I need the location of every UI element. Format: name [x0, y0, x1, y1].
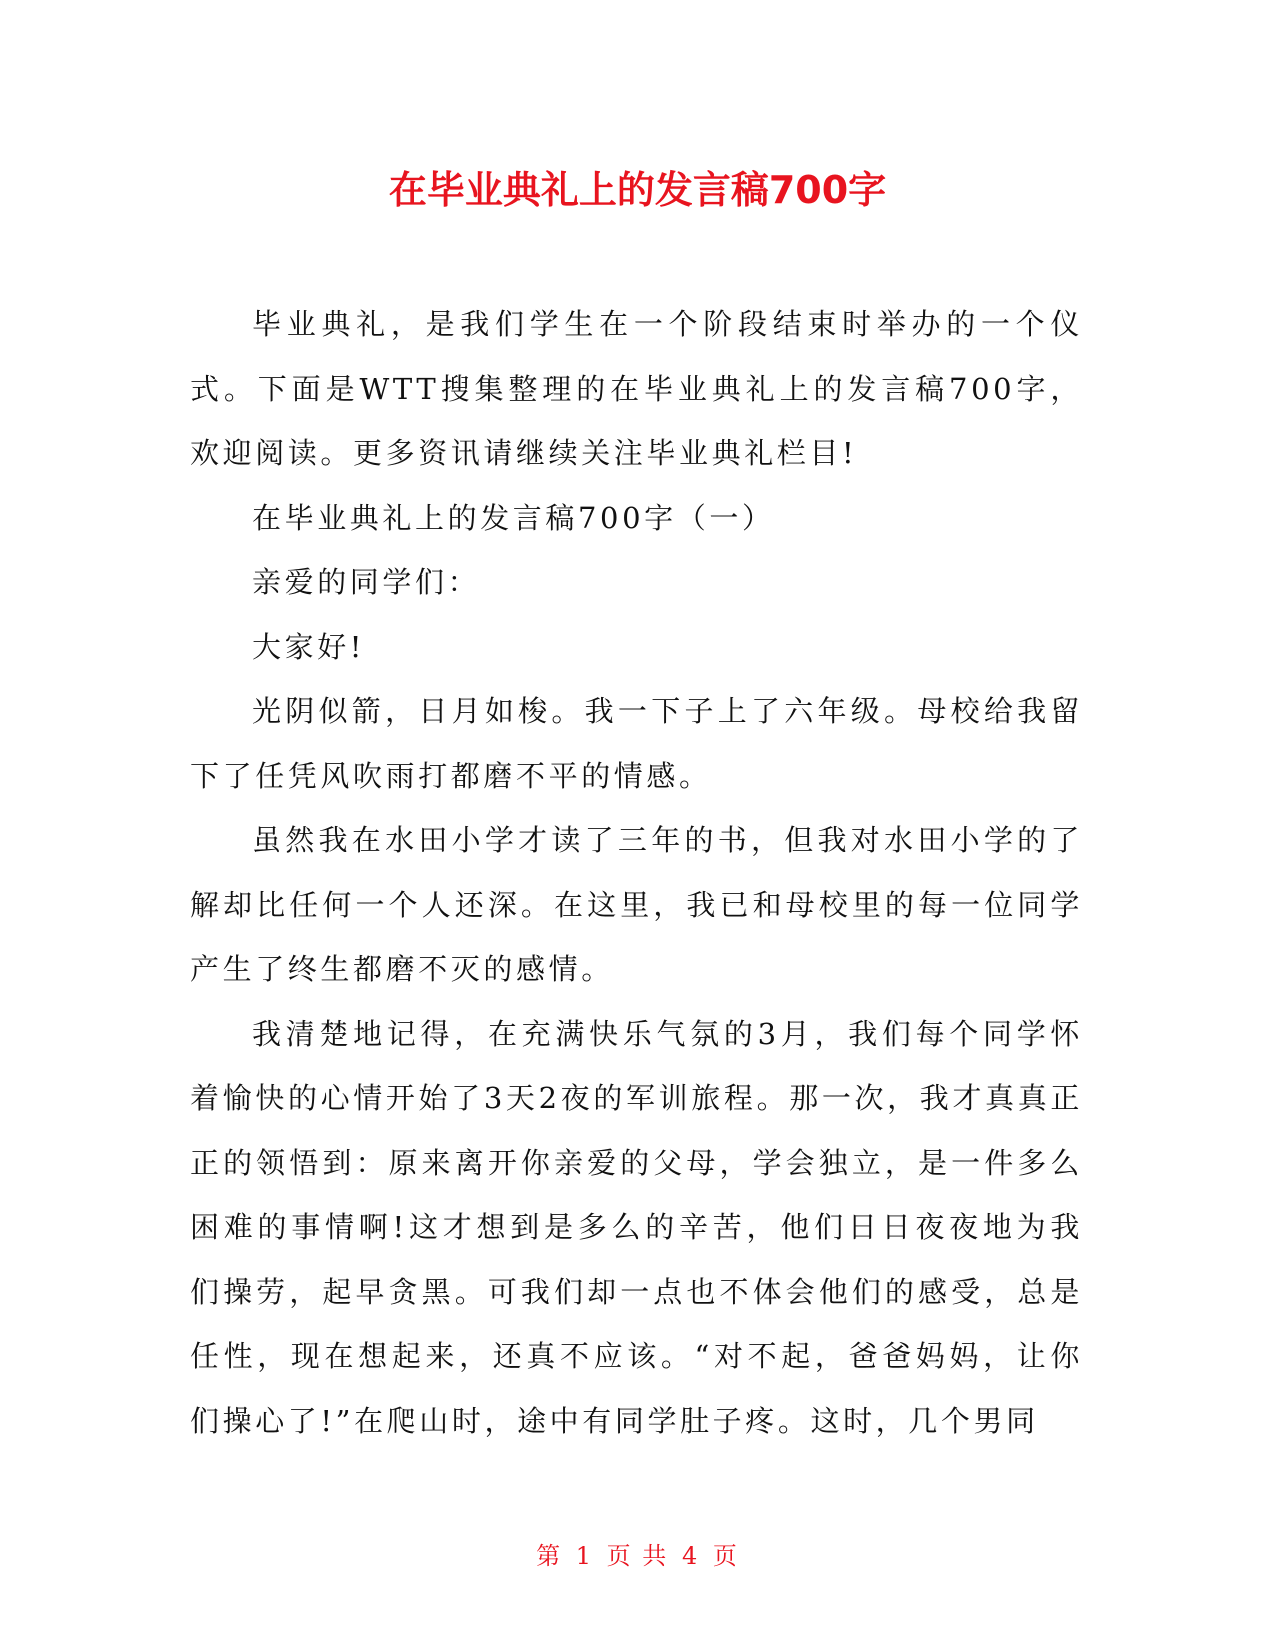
footer-total-pages: 4 — [681, 1542, 700, 1570]
footer-middle: 页 共 — [606, 1542, 669, 1570]
footer-suffix: 页 — [712, 1542, 739, 1570]
footer-page-number: 1 — [575, 1542, 594, 1570]
paragraph-salutation: 亲爱的同学们： — [252, 565, 481, 599]
paragraph-intro: 毕业典礼，是我们学生在一个阶段结束时举办的一个仪式。下面是WTT搜集整理的在毕业典礼上的发言稿700字，欢迎阅读。更多资讯请继续关注毕业典礼栏目! — [190, 307, 1083, 470]
document-body — [190, 292, 1083, 1453]
paragraph-section-heading: 在毕业典礼上的发言稿700字（一） — [252, 500, 775, 535]
paragraph-greeting: 大家好! — [252, 629, 366, 664]
document-title: 在毕业典礼上的发言稿700字 — [388, 168, 887, 212]
paragraph-body: 我清楚地记得，在充满快乐气氛的3月，我们每个同学怀着愉快的心情开始了3天2夜的军训旅程。那一次，我才真真正正的领悟到：原来离开你亲爱的父母，学会独立，是一件多么困难的事情啊!这才想到是多么的辛苦，他们日日夜夜地为我们操劳，起早贪黑。可我们却一点也不体会他们的感受，总是任性，现在想起来，还真不应该。“对不起，爸爸妈妈，让你们操心了!”在爬山时，途中有同学肚子疼。这时，几个男同 — [190, 1016, 1083, 1438]
page-footer — [0, 1540, 1275, 1572]
paragraph-body: 虽然我在水田小学才读了三年的书，但我对水田小学的了解却比任何一个人还深。在这里，我已和母校里的每一位同学产生了终生都磨不灭的感情。 — [190, 823, 1083, 986]
footer-prefix: 第 — [536, 1542, 563, 1570]
paragraph-body: 光阴似箭，日月如梭。我一下子上了六年级。母校给我留下了任凭风吹雨打都磨不平的情感。 — [190, 694, 1083, 793]
